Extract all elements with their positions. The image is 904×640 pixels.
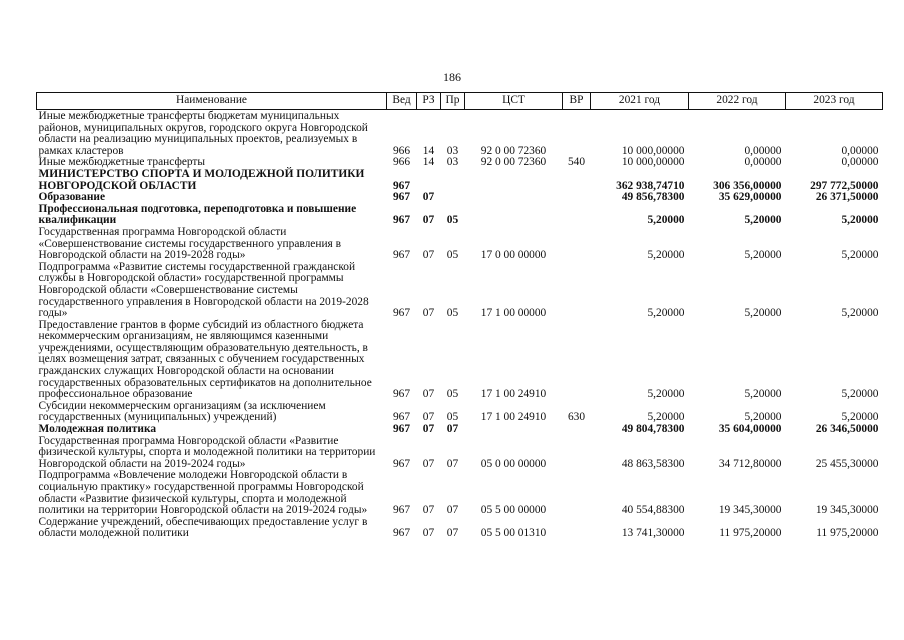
row-2023: 0,00000 <box>841 156 879 169</box>
page-number: 186 <box>443 70 461 84</box>
table-row <box>37 192 883 204</box>
table-row <box>37 169 883 192</box>
row-2022: 5,20000 <box>744 214 782 227</box>
table-row <box>37 470 883 516</box>
budget-table <box>36 92 883 540</box>
row-name: Подпрограмма «Вовлечение молодежи Новгородской области в социальную практику» государственной программы Новгородской области «Развитие физической культуры, спорта и молодежной политики на территории Новгородской области на 2019-2024 годы» <box>38 469 368 517</box>
row-vr <box>563 436 591 471</box>
row-2022: 35 629,00000 <box>718 191 782 204</box>
row-rz: 07 <box>422 527 435 540</box>
row-2022: 5,20000 <box>744 249 782 262</box>
row-rz: 07 <box>422 423 435 436</box>
row-pr: 05 <box>446 214 459 227</box>
row-name: Предоставление грантов в форме субсидий из областного бюджета некоммерческим организациям, не являющимся казенными учреждениями, осуществляющим образовательную деятельность, в целях возмещения затрат, связанных с обучением государственных гражданских служащих Новгородской области на основании государственных образовательных сертификатов на дополнительное профессиональное образование <box>38 318 372 401</box>
row-ved: 967 <box>392 423 411 436</box>
table-row <box>37 110 883 158</box>
table-row <box>37 227 883 262</box>
row-2023: 25 455,30000 <box>815 457 879 470</box>
row-cst: 92 0 00 72360 <box>480 144 547 157</box>
row-ved: 967 <box>392 214 411 227</box>
row-vr <box>563 192 591 204</box>
row-name: Субсидии некоммерческим организациям (за исключением государственных (муниципальных) учреждений) <box>38 399 326 424</box>
row-name: Подпрограмма «Развитие системы государственной гражданской службы в Новгородской области» государственной программы Новгородской области «Совершенствование системы государственного управления в Новгородской области на 2019-2028 годы» <box>38 260 369 320</box>
row-rz <box>417 169 441 192</box>
row-2022: 5,20000 <box>744 388 782 401</box>
row-2021: 49 856,78300 <box>621 191 685 204</box>
row-pr: 03 <box>446 156 459 169</box>
table-row <box>37 204 883 227</box>
row-name: Иные межбюджетные трансферты бюджетам муниципальных районов, муниципальных округов, городского округа Новгородской области на реализацию муниципальных проектов, реализуемых в рамках кластеров <box>38 110 368 157</box>
row-rz: 07 <box>422 307 435 320</box>
row-vr <box>563 470 591 516</box>
row-2021: 5,20000 <box>647 388 685 401</box>
table-row <box>37 436 883 471</box>
header-2023: 2023 год <box>786 93 883 110</box>
row-ved: 967 <box>392 527 411 540</box>
row-pr: 07 <box>446 504 459 517</box>
row-2022: 19 345,30000 <box>718 504 782 517</box>
row-2021: 10 000,00000 <box>621 156 685 169</box>
row-2021: 5,20000 <box>647 249 685 262</box>
table-row <box>37 320 883 401</box>
table-header-row <box>37 93 883 110</box>
header-rz: РЗ <box>417 93 441 110</box>
row-vr <box>563 424 591 436</box>
row-rz: 07 <box>422 388 435 401</box>
row-cst: 17 0 00 00000 <box>480 249 547 262</box>
header-ved: Вед <box>387 93 417 110</box>
table-row <box>37 262 883 320</box>
row-rz: 07 <box>422 411 435 424</box>
header-vr: ВР <box>563 93 591 110</box>
row-2021: 5,20000 <box>647 214 685 227</box>
row-2022: 5,20000 <box>744 307 782 320</box>
header-cst: ЦСТ <box>465 93 563 110</box>
row-2022: 11 975,20000 <box>719 527 782 540</box>
row-2021: 5,20000 <box>647 307 685 320</box>
row-vr <box>563 110 591 158</box>
row-2023: 5,20000 <box>841 307 879 320</box>
header-pr: Пр <box>441 93 465 110</box>
row-2023: 26 371,50000 <box>815 191 879 204</box>
row-2023: 5,20000 <box>841 249 879 262</box>
row-cst: 05 5 00 00000 <box>480 504 547 517</box>
header-2022: 2022 год <box>689 93 786 110</box>
row-ved: 967 <box>392 457 411 470</box>
row-name: Профессиональная подготовка, переподготовка и повышение квалификации <box>38 202 357 227</box>
row-name: Государственная программа Новгородской области «Совершенствование системы государственного управления в Новгородской области на 2019-2028 годы» <box>38 225 342 262</box>
row-name: Молодежная политика <box>38 423 157 436</box>
row-2022: 5,20000 <box>744 411 782 424</box>
row-2021: 13 741,30000 <box>621 527 685 540</box>
row-rz: 14 <box>422 156 435 169</box>
row-2021: 49 804,78300 <box>621 423 685 436</box>
row-rz: 07 <box>422 191 435 204</box>
row-2023: 11 975,20000 <box>816 527 879 540</box>
row-cst <box>465 192 563 204</box>
row-2021: 5,20000 <box>647 411 685 424</box>
row-pr: 05 <box>446 249 459 262</box>
header-name: Наименование <box>37 93 387 110</box>
row-2021: 48 863,58300 <box>621 457 685 470</box>
row-rz: 07 <box>422 457 435 470</box>
row-2023: 297 772,50000 <box>810 179 879 192</box>
row-vr <box>563 320 591 401</box>
row-name: Содержание учреждений, обеспечивающих предоставление услуг в области молодежной политики <box>38 515 368 540</box>
row-ved: 967 <box>392 411 411 424</box>
row-cst: 17 1 00 24910 <box>480 388 547 401</box>
row-2022: 35 604,00000 <box>718 423 782 436</box>
row-rz: 07 <box>422 249 435 262</box>
row-pr: 05 <box>446 388 459 401</box>
row-vr: 630 <box>567 411 586 424</box>
row-ved: 966 <box>392 144 411 157</box>
row-ved: 967 <box>392 388 411 401</box>
row-cst: 05 0 00 00000 <box>480 457 547 470</box>
row-rz: 07 <box>422 504 435 517</box>
row-cst <box>465 424 563 436</box>
row-2021: 10 000,00000 <box>621 144 685 157</box>
row-ved: 967 <box>392 307 411 320</box>
row-vr <box>563 262 591 320</box>
row-vr <box>563 517 591 540</box>
row-pr: 07 <box>446 423 459 436</box>
row-vr <box>563 169 591 192</box>
row-2023: 19 345,30000 <box>815 504 879 517</box>
row-2021: 40 554,88300 <box>621 504 685 517</box>
row-vr <box>563 227 591 262</box>
row-rz: 07 <box>422 214 435 227</box>
row-2022: 34 712,80000 <box>718 457 782 470</box>
row-ved: 966 <box>392 156 411 169</box>
row-name: Государственная программа Новгородской области «Развитие физической культуры, спорта и молодежной политики на территории Новгородской области на 2019-2024 годы» <box>38 434 376 470</box>
row-cst: 17 1 00 24910 <box>480 411 547 424</box>
row-cst <box>465 204 563 227</box>
row-2022: 0,00000 <box>744 144 782 157</box>
row-2023: 0,00000 <box>841 144 879 157</box>
row-2023: 5,20000 <box>841 411 879 424</box>
row-cst: 05 5 00 01310 <box>480 527 547 540</box>
row-name: МИНИСТЕРСТВО СПОРТА И МОЛОДЕЖНОЙ ПОЛИТИКИ НОВГОРОДСКОЙ ОБЛАСТИ <box>38 167 365 192</box>
row-name: Образование <box>38 191 106 204</box>
row-vr: 540 <box>567 156 586 169</box>
row-pr <box>441 192 465 204</box>
row-name: Иные межбюджетные трансферты <box>38 156 206 169</box>
table-row <box>37 517 883 540</box>
row-pr <box>441 169 465 192</box>
row-pr: 07 <box>446 527 459 540</box>
row-rz: 14 <box>422 144 435 157</box>
row-ved: 967 <box>392 504 411 517</box>
row-2022: 0,00000 <box>744 156 782 169</box>
row-pr: 07 <box>446 457 459 470</box>
row-ved: 967 <box>392 191 411 204</box>
row-2023: 5,20000 <box>841 214 879 227</box>
row-cst <box>465 169 563 192</box>
header-2021: 2021 год <box>591 93 689 110</box>
table-row <box>37 424 883 436</box>
row-vr <box>563 204 591 227</box>
row-2022: 306 356,00000 <box>713 179 782 192</box>
row-cst: 92 0 00 72360 <box>480 156 547 169</box>
row-2021: 362 938,74710 <box>616 179 685 192</box>
row-pr: 03 <box>446 144 459 157</box>
row-2023: 26 346,50000 <box>815 423 879 436</box>
row-cst: 17 1 00 00000 <box>480 307 547 320</box>
row-pr: 05 <box>446 411 459 424</box>
table-row <box>37 401 883 424</box>
row-pr: 05 <box>446 307 459 320</box>
row-ved: 967 <box>392 179 411 192</box>
row-2023: 5,20000 <box>841 388 879 401</box>
row-ved: 967 <box>392 249 411 262</box>
